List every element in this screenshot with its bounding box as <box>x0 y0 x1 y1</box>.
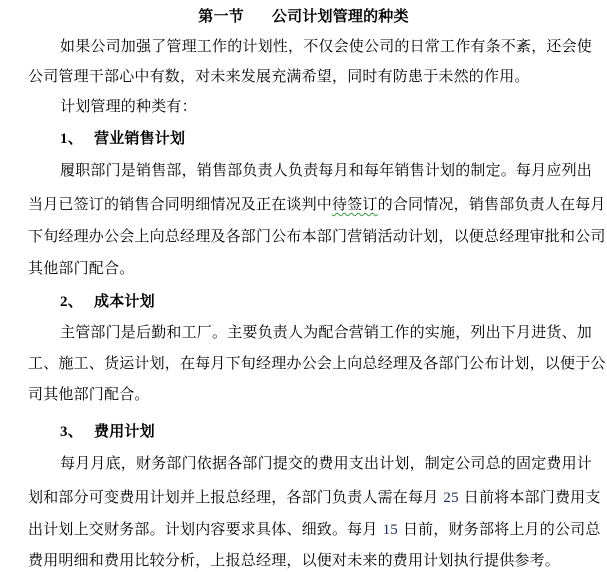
paragraph-line: 费用明细和费用比较分析，上报总经理，以便对未来的费用计划执行提供参考。 <box>28 551 561 569</box>
section-heading-text: 营业销售计划 <box>94 129 186 147</box>
section-heading-cost <box>60 291 607 312</box>
section-heading-text: 成本计划 <box>94 292 155 310</box>
text-span: 当月已签订的销售合同明细情况及正在谈判中 <box>28 195 333 213</box>
section-number: 1、 <box>60 131 83 147</box>
section-number: 2、 <box>60 294 83 310</box>
text-span: 出计划上交财务部。计划内容要求具体、细致。每月 <box>28 520 383 538</box>
section-heading-text: 费用计划 <box>94 422 155 440</box>
paragraph-line: 工、施工、货运计划，在每月下旬经理办公会上向总经理及各部门公布计划，以便于公 <box>28 354 606 372</box>
text-span: 划和部分可变费用计划并上报总经理，各部门负责人需在每月 <box>28 488 444 506</box>
section-heading-sales <box>60 128 607 149</box>
intro-paragraph-line: 公司管理干部心中有数，对未来发展充满希望，同时有防患于未然的作用。 <box>28 67 530 85</box>
deadline-day: 25 <box>443 490 459 506</box>
text-span: 日前，财务部将上月的公司总 <box>397 520 601 538</box>
title-text: 公司计划管理的种类 <box>271 7 409 25</box>
paragraph-line <box>28 194 606 214</box>
paragraph-line: 每月月底，财务部门依据各部门提交的费用支出计划，制定公司总的固定费用计 <box>60 454 593 472</box>
paragraph-line <box>28 519 601 540</box>
text-span: 的合同情况，销售部负责人在每月 <box>377 195 606 213</box>
page-title <box>0 6 607 26</box>
paragraph-line: 主管部门是后勤和工厂。主要负责人为配合营销工作的实施，列出下月进货、加 <box>60 323 593 341</box>
grammar-flag-underline[interactable]: 待签订 <box>332 195 378 213</box>
paragraph-line: 下旬经理办公会上向总经理及各部门公布本部门营销活动计划，以便总经理审批和公司 <box>28 227 606 245</box>
section-number: 3、 <box>60 424 83 440</box>
paragraph-line: 履职部门是销售部，销售部负责人负责每月和每年销售计划的制定。每月应列出 <box>60 161 593 179</box>
paragraph-line: 其他部门配合。 <box>28 259 135 277</box>
intro-paragraph-line: 如果公司加强了管理工作的计划性，不仅会使公司的日常工作有条不紊，还会使 <box>60 37 593 55</box>
title-section-number: 第一节 <box>198 7 244 25</box>
paragraph-line: 司其他部门配合。 <box>28 385 150 403</box>
paragraph-line <box>28 487 601 508</box>
intro-list-lead: 计划管理的种类有： <box>60 97 197 115</box>
section-heading-expense <box>60 421 607 442</box>
report-day: 15 <box>382 522 398 538</box>
text-span: 日前将本部门费用支 <box>458 488 601 506</box>
